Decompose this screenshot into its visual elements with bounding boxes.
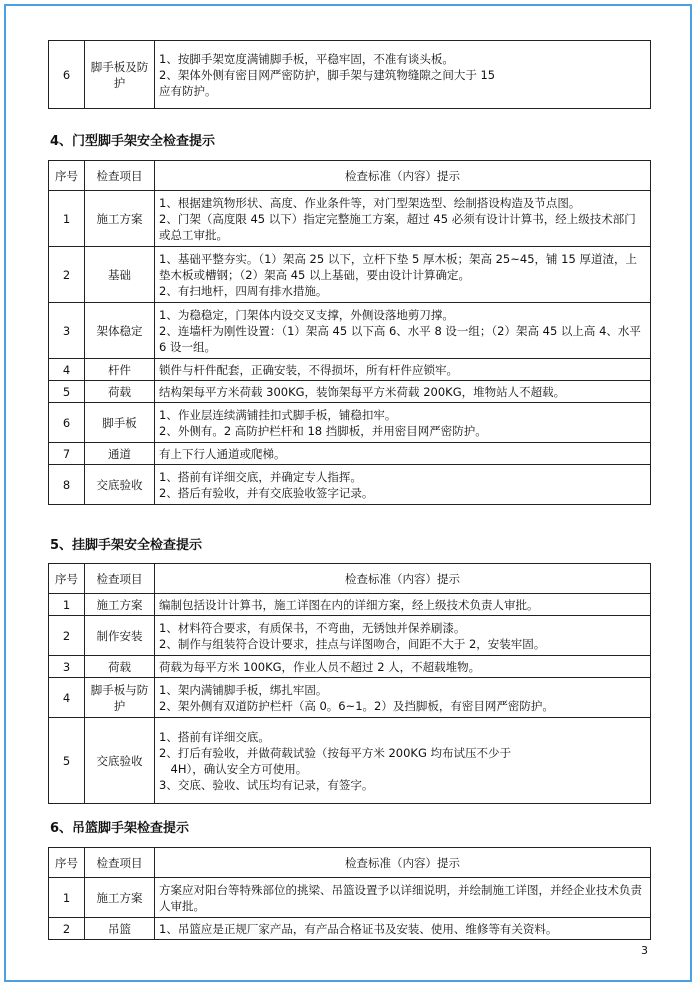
table-header-row xyxy=(49,161,651,191)
content-line: 1、架内满铺脚手板，绑扎牢固。 xyxy=(159,682,328,697)
check-item: 通道 xyxy=(85,443,155,465)
table-header-row xyxy=(49,564,651,594)
table-row xyxy=(49,718,651,804)
content-line: 2、外侧有。2 高防护栏杆和 18 挡脚板，并用密目网严密防护。 xyxy=(159,423,487,438)
content-line: 方案应对阳台等特殊部位的挑梁、吊篮设置予以详细说明，并绘制施工详图，并经企业技术负责人审批。 xyxy=(159,882,642,913)
table-row xyxy=(49,465,651,505)
header-no: 序号 xyxy=(49,564,85,594)
row-number: 5 xyxy=(49,718,85,804)
row-number: 7 xyxy=(49,443,85,465)
table-section-6 xyxy=(48,847,651,940)
check-content xyxy=(155,594,651,616)
check-item: 架体稳定 xyxy=(85,303,155,359)
row-number: 8 xyxy=(49,465,85,505)
check-content xyxy=(155,381,651,403)
table-section-4 xyxy=(48,160,651,505)
content-line: 结构架每平方米荷载 300KG，装饰架每平方米荷载 200KG，堆物站人不超载。 xyxy=(159,384,566,399)
check-item: 施工方案 xyxy=(85,191,155,247)
check-item: 交底验收 xyxy=(85,718,155,804)
row-number: 3 xyxy=(49,303,85,359)
table-row xyxy=(49,878,651,918)
check-content xyxy=(155,359,651,381)
check-item: 脚手板及防护 xyxy=(85,41,155,109)
content-line: 荷载为每平方米 100KG，作业人员不超过 2 人，不超载堆物。 xyxy=(159,659,481,674)
header-content: 检查标准（内容）提示 xyxy=(155,564,651,594)
table-row xyxy=(49,594,651,616)
section-6-title: 6、吊篮脚手架检查提示 xyxy=(50,821,190,836)
check-item: 施工方案 xyxy=(85,878,155,918)
row-number: 4 xyxy=(49,678,85,718)
check-item: 荷载 xyxy=(85,656,155,678)
header-item: 检查项目 xyxy=(85,848,155,878)
content-line: 2、打后有验收，并做荷载试验（按每平方米 200KG 均布试压不少于 xyxy=(159,745,512,760)
content-line: 2、搭后有验收，并有交底验收签字记录。 xyxy=(159,485,374,500)
content-line: 3、交底、验收、试压均有记录，有签字。 xyxy=(159,777,374,792)
header-content: 检查标准（内容）提示 xyxy=(155,848,651,878)
table-row xyxy=(49,247,651,303)
check-item: 脚手板 xyxy=(85,403,155,443)
content-line: 1、搭前有详细交底，并确定专人指挥。 xyxy=(159,469,362,484)
check-content xyxy=(155,191,651,247)
check-content xyxy=(155,465,651,505)
content-line: 1、根据建筑物形状、高度、作业条件等，对门型架选型、绘制搭设构造及节点图。 xyxy=(159,195,581,210)
row-number: 2 xyxy=(49,616,85,656)
table-section-5 xyxy=(48,563,651,804)
check-item: 交底验收 xyxy=(85,465,155,505)
table-row xyxy=(49,403,651,443)
check-item: 杆件 xyxy=(85,359,155,381)
row-number: 1 xyxy=(49,594,85,616)
table-row xyxy=(49,678,651,718)
table-3-continuation xyxy=(48,40,651,109)
header-item: 检查项目 xyxy=(85,161,155,191)
header-item: 检查项目 xyxy=(85,564,155,594)
row-number: 1 xyxy=(49,191,85,247)
content-line: 1、搭前有详细交底。 xyxy=(159,729,270,744)
table-row xyxy=(49,41,651,109)
row-number: 4 xyxy=(49,359,85,381)
section-5-title: 5、挂脚手架安全检查提示 xyxy=(50,538,203,553)
content-line: 1、基础平整夯实。（1）架高 25 以下，立杆下垫 5 厚木板；架高 25~45，铺 15 厚道渣，上垫木板或槽钢；（2）架高 45 以上基础，要由设计计算确定。 xyxy=(159,251,637,282)
content-line: 2、架外侧有双道防护栏杆（高 0。6~1。2）及挡脚板，有密目网严密防护。 xyxy=(159,698,554,713)
page-number: 3 xyxy=(641,944,648,957)
check-item: 施工方案 xyxy=(85,594,155,616)
content-line: 编制包括设计计算书，施工详图在内的详细方案，经上级技术负责人审批。 xyxy=(159,597,539,612)
check-item: 制作安装 xyxy=(85,616,155,656)
check-item: 基础 xyxy=(85,247,155,303)
content-line: 1、材料符合要求，有质保书，不弯曲，无锈蚀并保养刷漆。 xyxy=(159,620,466,635)
content-line: 2、有扫地杆，四周有排水措施。 xyxy=(159,283,328,298)
check-content xyxy=(155,878,651,918)
check-item: 荷载 xyxy=(85,381,155,403)
table-row xyxy=(49,191,651,247)
check-content xyxy=(155,403,651,443)
row-number: 5 xyxy=(49,381,85,403)
content-line: 应有防护。 xyxy=(159,83,217,98)
table-header-row xyxy=(49,848,651,878)
check-item: 吊篮 xyxy=(85,918,155,940)
content-line: 2、制作与组装符合设计要求，挂点与详图吻合，间距不大于 2，安装牢固。 xyxy=(159,636,546,651)
check-content xyxy=(155,656,651,678)
row-number: 2 xyxy=(49,918,85,940)
check-content xyxy=(155,678,651,718)
check-content xyxy=(155,718,651,804)
content-line: 1、按脚手架宽度满铺脚手板，平稳牢固，不准有谈头板。 xyxy=(159,51,454,66)
table-row xyxy=(49,656,651,678)
content-line: 2、架体外侧有密目网严密防护，脚手架与建筑物缝隙之间大于 15 xyxy=(159,67,496,82)
header-content: 检查标准（内容）提示 xyxy=(155,161,651,191)
content-line: 1、为稳稳定，门架体内设交叉支撑，外侧设落地剪刀撑。 xyxy=(159,307,454,322)
check-content xyxy=(155,303,651,359)
table-row xyxy=(49,381,651,403)
check-content xyxy=(155,443,651,465)
check-content xyxy=(155,918,651,940)
row-number: 1 xyxy=(49,878,85,918)
row-number: 2 xyxy=(49,247,85,303)
check-content xyxy=(155,616,651,656)
table-row xyxy=(49,616,651,656)
content-line: 2、门架（高度限 45 以下）指定完整施工方案，超过 45 必须有设计计算书，经上级技术部门或总工审批。 xyxy=(159,211,636,242)
header-no: 序号 xyxy=(49,848,85,878)
row-number: 6 xyxy=(49,41,85,109)
content-line: 有上下行人通道或爬梯。 xyxy=(159,446,286,461)
content-line: 4H），确认安全方可使用。 xyxy=(159,761,308,776)
header-no: 序号 xyxy=(49,161,85,191)
check-content xyxy=(155,247,651,303)
section-4-title: 4、门型脚手架安全检查提示 xyxy=(50,134,216,149)
table-row xyxy=(49,443,651,465)
check-content xyxy=(155,41,651,109)
content-line: 1、吊篮应是正规厂家产品，有产品合格证书及安装、使用、维修等有关资料。 xyxy=(159,921,558,936)
content-line: 1、作业层连续满铺挂扣式脚手板，铺稳扣牢。 xyxy=(159,407,397,422)
table-row xyxy=(49,918,651,940)
table-row xyxy=(49,303,651,359)
content-line: 2、连墙杆为刚性设置：（1）架高 45 以下高 6、水平 8 设一组；（2）架高 45 以上高 4、水平 6 设一组。 xyxy=(159,323,641,354)
row-number: 3 xyxy=(49,656,85,678)
row-number: 6 xyxy=(49,403,85,443)
content-line: 锁件与杆件配套，正确安装，不得损坏，所有杆件应锁牢。 xyxy=(159,362,458,377)
table-row xyxy=(49,359,651,381)
check-item: 脚手板与防护 xyxy=(85,678,155,718)
